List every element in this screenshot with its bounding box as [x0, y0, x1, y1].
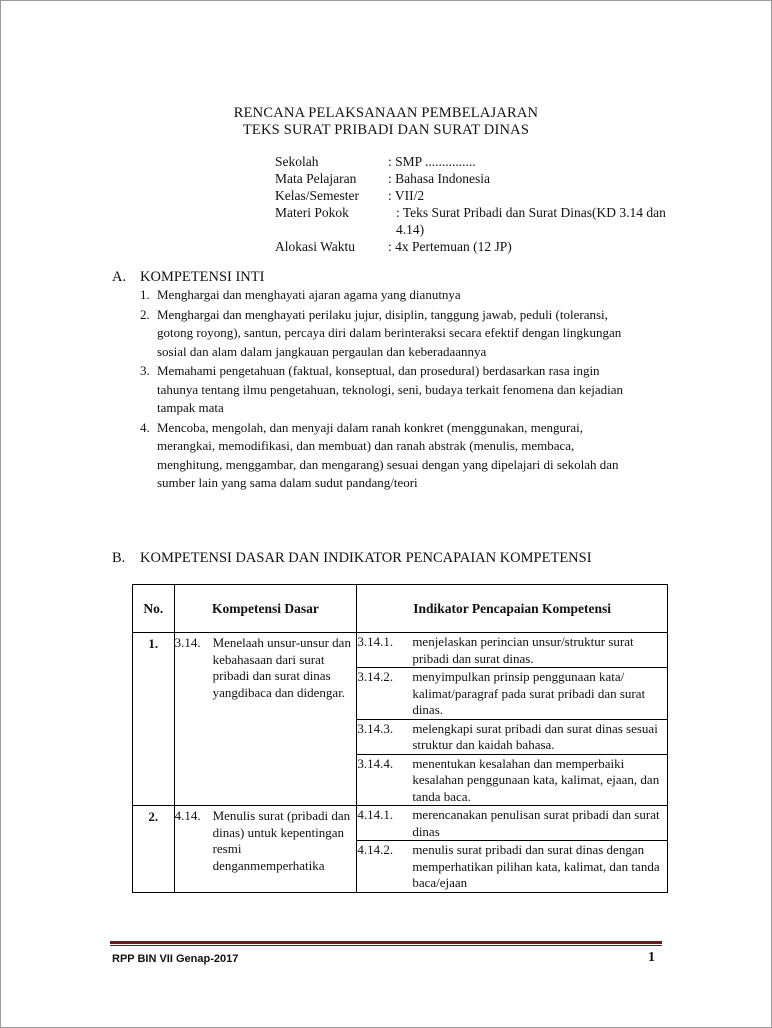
list-text: Memahami pengetahuan (faktual, konseptual, dan prosedural) berdasarkan rasa ingin tahunya tentang ilmu pengetahuan, teknologi, seni, budaya terkait fenomena dan kejadian tampak mata — [157, 363, 624, 415]
kd-code: 3.14. — [174, 635, 201, 650]
kd-text: Menelaah unsur-unsur dan kebahasaan dari surat pribadi dan surat dinas yangdibaca dan didengar. — [212, 635, 351, 700]
kd-cell — [174, 633, 357, 806]
footer-document-label: RPP BIN VII Genap-2017 — [112, 953, 239, 965]
indicator-item — [357, 668, 667, 720]
section-number: B. — [112, 550, 126, 566]
column-header-no: No. — [133, 585, 175, 633]
meta-label: Kelas/Semester — [275, 188, 359, 203]
meta-row-class — [275, 187, 668, 204]
indicator-code: 4.14.2. — [357, 842, 394, 857]
meta-row-subject — [275, 170, 668, 187]
list-item — [140, 306, 660, 362]
table-header-row — [133, 585, 668, 633]
list-number: 2. — [140, 306, 150, 322]
row-number: 1. — [133, 633, 175, 806]
indicator-text: merencanakan penulisan surat pribadi dan surat dinas — [412, 807, 660, 839]
section-number: A. — [112, 269, 127, 285]
meta-label: Sekolah — [275, 154, 319, 169]
document-title-line-1: RENCANA PELAKSANAAN PEMBELAJARAN — [233, 105, 539, 121]
column-header-kd: Kompetensi Dasar — [174, 585, 357, 633]
meta-label: Alokasi Waktu — [275, 239, 356, 254]
list-number: 3. — [140, 363, 150, 378]
indicator-cell — [357, 806, 668, 893]
indicator-item — [357, 720, 667, 755]
kd-cell — [174, 806, 357, 893]
indicator-item — [357, 633, 667, 668]
indicator-text: melengkapi surat pribadi dan surat dinas sesuai struktur dan kaidah bahasa. — [412, 720, 658, 752]
list-number: 1. — [140, 287, 150, 302]
footer-rule — [110, 941, 662, 944]
indicator-cell — [357, 633, 668, 806]
indicator-text: menjelaskan perincian unsur/struktur surat pribadi dan surat dinas. — [412, 634, 634, 666]
list-item — [140, 362, 660, 418]
meta-row-topic — [275, 204, 668, 238]
table-row — [133, 806, 668, 893]
indicator-code: 3.14.1. — [357, 634, 394, 649]
row-number: 2. — [133, 806, 175, 893]
meta-row-school — [275, 153, 668, 170]
identity-block — [275, 153, 668, 255]
core-competency-list — [140, 286, 660, 494]
indicator-code: 3.14.4. — [357, 755, 394, 771]
meta-value: : VII/2 — [388, 188, 425, 203]
section-b-heading — [112, 550, 592, 567]
list-text: Mencoba, mengolah, dan menyaji dalam ranah konkret (menggunakan, mengurai, merangkai, memodifikasi, dan membuat) dan ranah abstrak (menulis, membaca, menghitung, menggambar, dan mengarang) sesuai dengan yang dipelajari di sekolah dan sumber lain yang sama dalam sudut pandang/teori — [157, 419, 619, 490]
list-text: Menghargai dan menghayati ajaran agama yang dianutnya — [157, 287, 461, 302]
kd-text: Menulis surat (pribadi dan dinas) untuk kepentingan resmi denganmemperhatika — [212, 808, 351, 873]
indicator-item — [357, 755, 667, 806]
table-row — [133, 633, 668, 806]
indicator-text: menentukan kesalahan dan memperbaiki kesalahan penggunaan kata, kalimat, ejaan, dan tanda baca. — [412, 755, 660, 804]
meta-label: Materi Pokok — [275, 205, 349, 220]
indicator-code: 3.14.2. — [357, 669, 394, 684]
column-header-indicator: Indikator Pencapaian Kompetensi — [357, 585, 668, 633]
list-item — [140, 419, 660, 493]
list-item — [140, 286, 660, 305]
meta-value: : Teks Surat Pribadi dan Surat Dinas(KD 3.14 dan 4.14) — [396, 205, 666, 237]
competency-table — [132, 584, 668, 893]
indicator-code: 3.14.3. — [357, 720, 394, 736]
meta-value: : 4x Pertemuan (12 JP) — [388, 239, 512, 254]
section-title: KOMPETENSI DASAR DAN INDIKATOR PENCAPAIAN KOMPETENSI — [140, 550, 592, 566]
section-title: KOMPETENSI INTI — [140, 269, 265, 285]
meta-row-time — [275, 238, 668, 255]
indicator-text: menyimpulkan prinsip penggunaan kata/ kalimat/paragraf pada surat pribadi dan surat dinas. — [412, 669, 646, 717]
indicator-code: 4.14.1. — [357, 807, 394, 822]
page-number: 1 — [648, 950, 655, 965]
list-text: Menghargai dan menghayati perilaku jujur, disiplin, tanggung jawab, peduli (toleransi, gotong royong), santun, percaya diri dalam berinteraksi secara efektif dengan lingkungan sosial dan alam dalam jangkauan pergaulan dan keberadaannya — [157, 306, 622, 359]
document-title-line-2: TEKS SURAT PRIBADI DAN SURAT DINAS — [242, 122, 530, 138]
section-a-heading — [112, 269, 264, 286]
meta-label: Mata Pelajaran — [275, 171, 357, 186]
meta-value: : SMP ............... — [388, 154, 476, 169]
footer-rule-thin — [110, 945, 662, 946]
kd-code: 4.14. — [174, 808, 201, 823]
indicator-item — [357, 806, 667, 841]
indicator-item — [357, 841, 667, 892]
indicator-text: menulis surat pribadi dan surat dinas dengan memperhatikan pilihan kata, kalimat, dan tanda baca/ejaan — [412, 842, 660, 890]
list-number: 4. — [140, 419, 150, 435]
meta-value: : Bahasa Indonesia — [388, 171, 490, 186]
